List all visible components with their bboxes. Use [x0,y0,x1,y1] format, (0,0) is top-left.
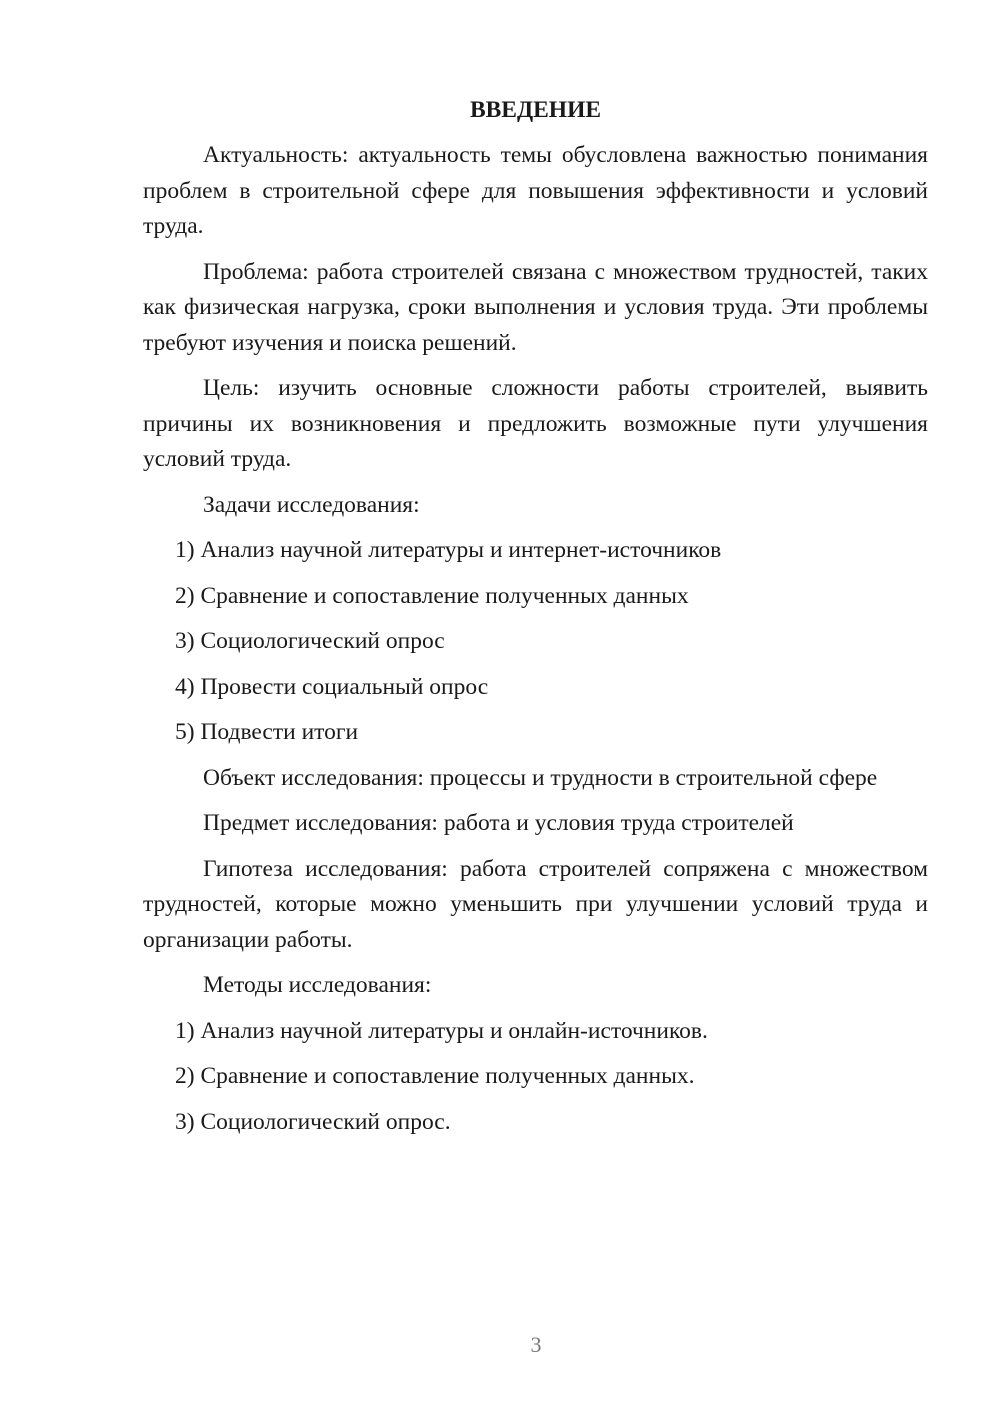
method-item-3: 3) Социологический опрос. [175,1108,451,1135]
method-item-2: 2) Сравнение и сопоставление полученных данных. [175,1063,695,1089]
tasks-heading: Задачи исследования: [203,491,420,518]
problem-paragraph: Проблема: работа строителей связана с множеством трудностей, таких как физическая нагрузка, сроки выполнения и условия труда. Эти проблемы требуют изучения и поиска решений. [143,258,928,356]
relevance-paragraph: Актуальность: актуальность темы обусловлена важностью понимания проблем в строительной сфере для повышения эффективности и условий труда. [143,142,928,239]
goal-paragraph: Цель: изучить основные сложности работы строителей, выявить причины их возникновения и предложить возможные пути улучшения условий труда. [143,375,928,472]
object-paragraph: Объект исследования: процессы и трудности в строительной сфере [203,764,878,791]
task-item-1: 1) Анализ научной литературы и интернет-источников [175,537,722,563]
page-number: 3 [530,1332,542,1357]
document-body [143,92,928,1150]
task-item-3: 3) Социологический опрос [175,628,445,654]
subject-paragraph: Предмет исследования: работа и условия труда строителей [203,810,794,836]
task-item-2: 2) Сравнение и сопоставление полученных данных [175,582,689,609]
section-title: ВВЕДЕНИЕ [469,97,602,123]
task-item-4: 4) Провести социальный опрос [175,673,489,700]
hypothesis-paragraph: Гипотеза исследования: работа строителей сопряжена с множеством трудностей, которые можно уменьшить при улучшении условий труда и организации работы. [143,855,928,953]
task-item-5: 5) Подвести итоги [175,719,359,745]
methods-heading: Методы исследования: [203,972,432,998]
method-item-1: 1) Анализ научной литературы и онлайн-источников. [175,1017,708,1044]
